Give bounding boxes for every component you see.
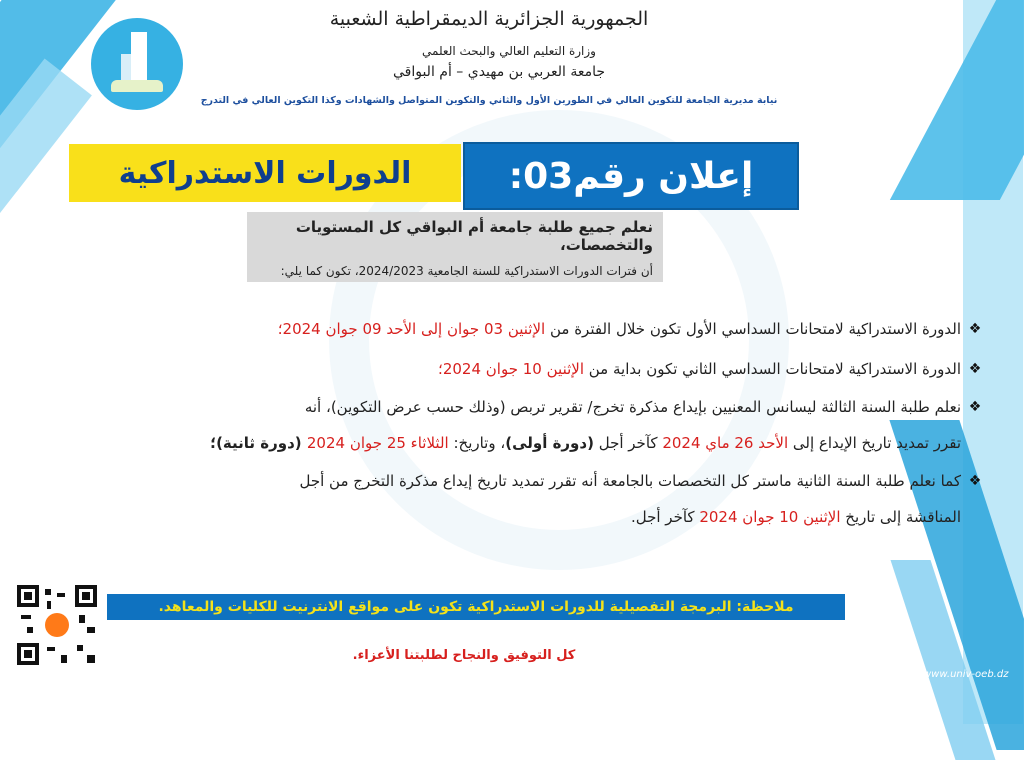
- website-url[interactable]: www.univ-oeb.dz: [924, 668, 1010, 680]
- list-item: [30, 318, 990, 340]
- bullet-text: الدورة الاستدراكية لامتحانات السداسي الثاني تكون بداية من: [585, 360, 962, 378]
- closing-message: كل التوفيق والنجاح لطلبتنا الأعزاء.: [353, 648, 577, 663]
- list-item: [30, 396, 990, 454]
- date: الإثنين 10 جوان 2024؛: [439, 360, 585, 378]
- diamond-bullet-icon: ❖: [969, 321, 983, 337]
- bullet-text: ، وتاريخ:: [449, 434, 507, 452]
- date: الثلاثاء 25 جوان 2024: [307, 434, 450, 452]
- list-item: [30, 358, 990, 380]
- bullet-list: [30, 318, 990, 528]
- globe-icon: [900, 665, 918, 683]
- intro-line: نعلم جميع طلبة جامعة أم البواقي كل المستويات والتخصصات،: [296, 218, 654, 254]
- qr-code-icon[interactable]: [18, 585, 98, 665]
- date-range: الإثنين 03 جوان إلى الأحد 09 جوان 2024؛: [278, 320, 547, 338]
- ministry-heading: وزارة التعليم العالي والبحث العلمي: [423, 44, 597, 58]
- note-banner: ملاحظة: البرمجة التفصيلية للدورات الاستدراكية تكون على مواقع الانترنيت للكليات والمعاهد.: [108, 594, 846, 620]
- directorate-heading: نيابة مديرية الجامعة للتكوين العالي في الطورين الأول والثاني والتكوين المتواصل والشهادات وكذا التكوين العالي في التدرج: [201, 95, 779, 106]
- decorative-stripe: [891, 0, 1024, 200]
- republic-heading: الجمهورية الجزائرية الديمقراطية الشعبية: [330, 8, 650, 30]
- date: الأحد 26 ماي 2024: [663, 434, 790, 452]
- diamond-bullet-icon: ❖: [969, 361, 983, 377]
- website-link[interactable]: [900, 662, 1020, 686]
- bullet-text: كآخر أجل: [594, 434, 664, 452]
- diamond-bullet-icon: ❖: [969, 399, 983, 415]
- cloud-icon: [46, 613, 70, 637]
- date: الإثنين 10 جوان 2024: [700, 508, 842, 526]
- bullet-text: تقرر تمديد تاريخ الإيداع إلى: [789, 434, 962, 452]
- session-label: (دورة أولى): [506, 434, 595, 452]
- bullet-text: كآخر أجل.: [631, 508, 701, 526]
- bullet-text: نعلم طلبة السنة الثالثة ليسانس المعنيين بإيداع مذكرة تخرج/ تقرير تربص (وذلك حسب عرض التكوين)، أنه: [305, 398, 962, 416]
- bullet-text: المناقشة إلى تاريخ: [841, 508, 962, 526]
- announcement-number: إعلان رقم03:: [464, 142, 800, 210]
- list-item: [30, 470, 990, 528]
- intro-box: [248, 212, 664, 282]
- diamond-bullet-icon: ❖: [969, 473, 983, 489]
- intro-line: أن فترات الدورات الاستدراكية للسنة الجامعية 2024/2023، تكون كما يلي:: [281, 264, 654, 278]
- bullet-text: الدورة الاستدراكية لامتحانات السداسي الأول تكون خلال الفترة من: [546, 320, 962, 338]
- university-heading: جامعة العربي بن مهيدي – أم البواقي: [393, 64, 607, 80]
- announcement-title: [70, 142, 800, 208]
- session-label: (دورة ثانية)؛: [211, 434, 308, 452]
- bullet-text: كما نعلم طلبة السنة الثانية ماستر كل التخصصات بالجامعة أنه تقرر تمديد تاريخ إيداع مذكرة التخرج من أجل: [300, 472, 962, 490]
- announcement-subject: الدورات الاستدراكية: [70, 144, 462, 202]
